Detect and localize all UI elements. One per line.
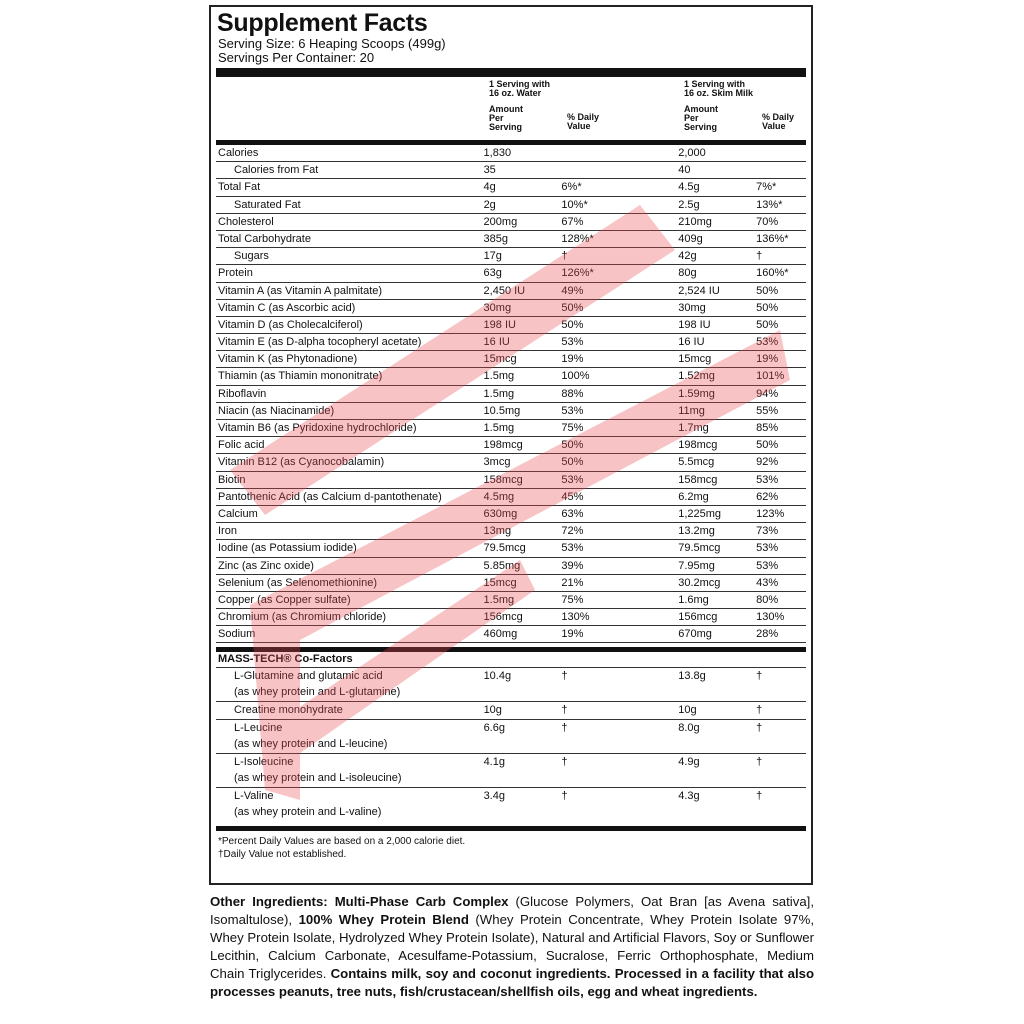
dv-milk: 160%* <box>756 267 789 280</box>
table-row <box>216 506 806 523</box>
amount-water: 1,830 <box>483 147 512 159</box>
amount-water: 1.5mg <box>483 387 515 400</box>
col-dv-milk: % Daily Value <box>762 112 795 131</box>
nutrient-name: Chromium (as Chromium chloride) <box>218 611 387 624</box>
dv-water: 126%* <box>561 267 594 280</box>
amount-milk: 8.0g <box>678 721 700 734</box>
dv-milk: 70% <box>756 215 779 228</box>
dv-milk: † <box>756 670 763 683</box>
nutrient-name: Biotin <box>218 473 246 486</box>
cofactor-label: L-Glutamine and glutamic acid <box>234 670 383 683</box>
table-row <box>216 179 806 196</box>
amount-milk: 4.5g <box>678 181 700 194</box>
dv-water: 72% <box>561 525 584 538</box>
dv-milk: 7%* <box>756 181 777 194</box>
dv-water: 19% <box>561 628 584 641</box>
dv-water: 53% <box>561 336 584 349</box>
dv-milk: 92% <box>756 456 779 469</box>
nutrient-name: Vitamin C (as Ascorbic acid) <box>218 301 356 314</box>
table-row <box>216 145 806 162</box>
amount-milk: 6.2mg <box>678 490 709 503</box>
dv-water: 50% <box>561 439 584 452</box>
table-row <box>216 283 806 300</box>
table-row <box>216 317 806 334</box>
amount-water: 10.4g <box>483 670 512 683</box>
amount-milk: 198mcg <box>678 439 718 452</box>
dv-water: 39% <box>561 559 584 572</box>
amount-water: 17g <box>483 250 502 263</box>
amount-milk: 42g <box>678 250 697 263</box>
amount-water: 156mcg <box>483 611 523 624</box>
table-row <box>216 454 806 471</box>
nutrient-table <box>216 145 806 643</box>
dv-water: 21% <box>561 576 584 589</box>
amount-water: 5.85mg <box>483 559 521 572</box>
amount-milk: 30mg <box>678 301 706 314</box>
nutrient-name: Vitamin B6 (as Pyridoxine hydrochloride) <box>218 422 417 434</box>
nutrient-name: Iodine (as Potassium iodide) <box>218 542 357 555</box>
dv-water: 88% <box>561 387 584 400</box>
amount-water: 3mcg <box>483 456 511 469</box>
dv-milk: † <box>756 789 763 802</box>
dv-water: 75% <box>561 422 584 434</box>
dv-milk: 62% <box>756 490 779 503</box>
dv-water: 19% <box>561 353 584 366</box>
amount-milk: 198 IU <box>678 318 711 331</box>
table-row <box>216 720 806 754</box>
table-row <box>216 265 806 282</box>
nutrient-name: Pantothenic Acid (as Calcium d-pantothenate) <box>218 490 442 503</box>
dv-water: 53% <box>561 473 584 486</box>
amount-water: 15mcg <box>483 576 517 589</box>
cofactor-source: (as whey protein and L-valine) <box>234 805 382 818</box>
col-amount-water: Amount Per Serving <box>489 104 523 132</box>
amount-water: 13mg <box>483 525 512 538</box>
dv-water: 53% <box>561 542 584 555</box>
nutrient-name: Calories <box>218 147 259 159</box>
table-row <box>216 523 806 540</box>
dv-milk: † <box>756 721 763 734</box>
table-row <box>216 626 806 643</box>
supplement-facts-panel <box>209 5 813 885</box>
table-row <box>216 575 806 592</box>
dv-water: 50% <box>561 301 584 314</box>
amount-water: 198mcg <box>483 439 523 452</box>
nutrient-name: Copper (as Copper sulfate) <box>218 593 351 606</box>
col-dv-water: % Daily Value <box>567 112 600 131</box>
serving-size: Serving Size: 6 Heaping Scoops (499g) <box>218 36 446 51</box>
table-row <box>216 437 806 454</box>
amount-water: 4.1g <box>483 755 505 768</box>
table-row <box>216 592 806 609</box>
table-row <box>216 668 806 702</box>
amount-milk: 4.3g <box>678 789 700 802</box>
ingredients-bold-text: Contains milk, soy and coconut ingredients. Processed in a facility that also processes peanuts, tree nuts, fish/crustacean/shellfish oils, egg and wheat ingredients. <box>210 966 815 999</box>
cofactor-label: Creatine monohydrate <box>234 704 343 717</box>
nutrient-name: Total Fat <box>218 181 261 194</box>
column-header <box>216 77 806 140</box>
table-row <box>216 754 806 788</box>
dv-water: 67% <box>561 215 584 228</box>
amount-water: 158mcg <box>483 473 523 486</box>
dv-water: † <box>561 789 568 802</box>
amount-water: 200mg <box>483 215 518 228</box>
nutrient-name: Vitamin K (as Phytonadione) <box>218 353 358 366</box>
table-row <box>216 403 806 420</box>
nutrient-name: Saturated Fat <box>234 198 301 211</box>
amount-water: 16 IU <box>483 336 510 349</box>
ingredients-bold-text: 100% Whey Protein Blend <box>298 912 476 927</box>
dv-milk: 50% <box>756 318 779 331</box>
amount-milk: 13.2mg <box>678 525 715 538</box>
dv-water: 75% <box>561 593 584 606</box>
nutrient-name: Vitamin D (as Cholecalciferol) <box>218 318 363 331</box>
cofactor-source: (as whey protein and L-isoleucine) <box>234 771 402 784</box>
nutrient-name: Vitamin E (as D-alpha tocopheryl acetate) <box>218 336 422 349</box>
dv-milk: 55% <box>756 404 779 417</box>
footnotes <box>216 835 806 861</box>
dv-water: † <box>561 755 568 768</box>
amount-water: 1.5mg <box>483 422 515 434</box>
dv-water: 50% <box>561 318 584 331</box>
table-row <box>216 351 806 368</box>
dv-water: 100% <box>561 370 590 383</box>
table-row <box>216 334 806 351</box>
dv-milk: 19% <box>756 353 779 366</box>
amount-water: 1.5mg <box>483 593 515 606</box>
divider-thick <box>216 68 806 77</box>
amount-milk: 80g <box>678 267 697 280</box>
amount-milk: 2,000 <box>678 147 706 159</box>
cofactor-source: (as whey protein and L-glutamine) <box>234 686 401 699</box>
amount-water: 15mcg <box>483 353 517 366</box>
cofactor-source: (as whey protein and L-leucine) <box>234 737 388 750</box>
dv-water: 49% <box>561 284 584 297</box>
table-row <box>216 197 806 214</box>
dv-water: † <box>561 721 568 734</box>
cofactor-name <box>216 704 484 717</box>
amount-water: 4g <box>483 181 496 194</box>
nutrient-name: Cholesterol <box>218 215 274 228</box>
table-row <box>216 609 806 626</box>
table-row <box>216 214 806 231</box>
dv-milk: † <box>756 704 763 717</box>
amount-milk: 409g <box>678 232 703 245</box>
panel-title: Supplement Facts <box>217 9 428 37</box>
dv-milk: † <box>756 250 763 263</box>
dv-milk: 85% <box>756 422 779 434</box>
nutrient-name: Zinc (as Zinc oxide) <box>218 559 314 572</box>
nutrient-name: Riboflavin <box>218 387 267 400</box>
dv-water: 130% <box>561 611 590 624</box>
amount-milk: 156mcg <box>678 611 718 624</box>
amount-milk: 5.5mcg <box>678 456 715 469</box>
dv-water: 63% <box>561 507 584 520</box>
amount-milk: 1.52mg <box>678 370 715 383</box>
table-row <box>216 248 806 265</box>
amount-milk: 1.7mg <box>678 422 709 434</box>
dv-water: † <box>561 250 568 263</box>
dv-milk: 53% <box>756 559 779 572</box>
amount-water: 6.6g <box>483 721 505 734</box>
amount-water: 79.5mcg <box>483 542 526 555</box>
dv-water: † <box>561 704 568 717</box>
ingredients-bold-text: Other Ingredients: Multi-Phase Carb Complex <box>210 894 516 909</box>
cofactor-name <box>216 670 484 699</box>
table-row <box>216 472 806 489</box>
cofactor-label: L-Valine <box>234 789 274 802</box>
amount-water: 2g <box>483 198 496 211</box>
dv-water: 50% <box>561 456 584 469</box>
amount-milk: 158mcg <box>678 473 718 486</box>
amount-water: 3.4g <box>483 789 505 802</box>
dv-milk: † <box>756 755 763 768</box>
amount-water: 1.5mg <box>483 370 515 383</box>
amount-milk: 210mg <box>678 215 712 228</box>
nutrient-name: Thiamin (as Thiamin mononitrate) <box>218 370 383 383</box>
nutrient-name: Sugars <box>234 250 269 263</box>
dv-milk: 53% <box>756 473 779 486</box>
amount-milk: 1.6mg <box>678 593 709 606</box>
dv-water: 6%* <box>561 181 582 194</box>
table-row <box>216 540 806 557</box>
amount-milk: 670mg <box>678 628 712 641</box>
table-row <box>216 386 806 403</box>
footnote-dv: *Percent Daily Values are based on a 2,000 calorie diet. <box>218 835 466 847</box>
nutrient-name: Selenium (as Selenomethionine) <box>218 576 377 589</box>
amount-milk: 4.9g <box>678 755 700 768</box>
dv-milk: 101% <box>756 370 785 383</box>
other-ingredients <box>210 893 814 1001</box>
dv-milk: 13%* <box>756 198 783 211</box>
dv-milk: 53% <box>756 336 779 349</box>
amount-water: 385g <box>483 232 509 245</box>
table-row <box>216 420 806 437</box>
table-row <box>216 300 806 317</box>
nutrient-name: Iron <box>218 525 237 538</box>
table-row <box>216 368 806 385</box>
cofactor-label: L-Leucine <box>234 721 283 734</box>
cofactor-name <box>216 790 484 819</box>
dv-water: 10%* <box>561 198 588 211</box>
ingredients-text: (Whey Protein Concentrate, Whey Protein Isolate 97%, Whey Protein Isolate, Hydrolyzed Whey Protein Isolate), Natural and Artificial Flavors, Soy or Sunflower Lecithin, Calcium Carbonate, Acesulfame-Potassium, Sucralose, Ferric Orthophosphate, Medium Chain Triglycerides. <box>210 912 814 981</box>
table-row <box>216 231 806 248</box>
nutrient-name: Total Carbohydrate <box>218 232 311 245</box>
amount-milk: 7.95mg <box>678 559 715 572</box>
dv-water: 128%* <box>561 232 594 245</box>
amount-milk: 15mcg <box>678 353 712 366</box>
dv-milk: 53% <box>756 542 779 555</box>
nutrient-name: Vitamin B12 (as Cyanocobalamin) <box>218 456 385 469</box>
amount-milk: 1.59mg <box>678 387 715 400</box>
col-group-water: 1 Serving with 16 oz. Water <box>489 79 551 98</box>
amount-water: 35 <box>483 164 496 177</box>
amount-milk: 2,524 IU <box>678 284 720 297</box>
cofactor-label: L-Isoleucine <box>234 755 294 768</box>
amount-water: 30mg <box>483 301 512 314</box>
amount-milk: 11mg <box>678 404 705 417</box>
cofactor-name <box>216 756 484 785</box>
col-group-milk: 1 Serving with 16 oz. Skim Milk <box>684 79 754 98</box>
amount-milk: 2.5g <box>678 198 700 211</box>
amount-water: 198 IU <box>483 318 516 331</box>
dv-milk: 80% <box>756 593 779 606</box>
nutrient-name: Protein <box>218 267 253 280</box>
amount-milk: 10g <box>678 704 697 717</box>
footnote-dagger: †Daily Value not established. <box>218 848 347 860</box>
amount-milk: 13.8g <box>678 670 706 683</box>
nutrient-name: Folic acid <box>218 439 265 452</box>
servings-per-container: Servings Per Container: 20 <box>218 50 375 65</box>
dv-milk: 50% <box>756 301 779 314</box>
dv-milk: 73% <box>756 525 779 538</box>
dv-water: † <box>561 670 568 683</box>
amount-water: 4.5mg <box>483 490 515 503</box>
table-row <box>216 162 806 179</box>
table-row <box>216 788 806 822</box>
nutrient-name: Vitamin A (as Vitamin A palmitate) <box>218 284 383 297</box>
cofactors-title: MASS-TECH® Co-Factors <box>216 652 806 668</box>
dv-milk: 94% <box>756 387 779 400</box>
amount-milk: 1,225mg <box>678 507 722 520</box>
dv-milk: 50% <box>756 284 779 297</box>
amount-water: 10.5mg <box>483 404 521 417</box>
dv-milk: 28% <box>756 628 779 641</box>
amount-water: 63g <box>483 267 502 280</box>
dv-water: 45% <box>561 490 584 503</box>
nutrient-name: Calcium <box>218 507 258 520</box>
amount-milk: 40 <box>678 164 691 177</box>
dv-milk: 123% <box>756 507 785 520</box>
col-amount-milk: Amount Per Serving <box>684 104 718 132</box>
nutrient-name: Sodium <box>218 628 256 641</box>
amount-water: 10g <box>483 704 502 717</box>
amount-milk: 16 IU <box>678 336 705 349</box>
amount-milk: 79.5mcg <box>678 542 721 555</box>
table-row <box>216 558 806 575</box>
cofactors-table <box>216 668 806 821</box>
table-row <box>216 489 806 506</box>
table-row <box>216 702 806 719</box>
divider-mid <box>216 826 806 831</box>
ingredients-text: (Glucose Polymers, Oat Bran [as Avena sativa], Isomaltulose), <box>210 894 814 927</box>
nutrient-name: Niacin (as Niacinamide) <box>218 404 335 417</box>
dv-milk: 136%* <box>756 232 789 245</box>
amount-water: 630mg <box>483 507 518 520</box>
nutrient-name: Calories from Fat <box>234 164 319 177</box>
dv-milk: 50% <box>756 439 779 452</box>
dv-milk: 130% <box>756 611 785 624</box>
amount-water: 2,450 IU <box>483 284 526 297</box>
amount-water: 460mg <box>483 628 518 641</box>
cofactor-name <box>216 722 484 751</box>
dv-water: 53% <box>561 404 584 417</box>
dv-milk: 43% <box>756 576 779 589</box>
amount-milk: 30.2mcg <box>678 576 721 589</box>
